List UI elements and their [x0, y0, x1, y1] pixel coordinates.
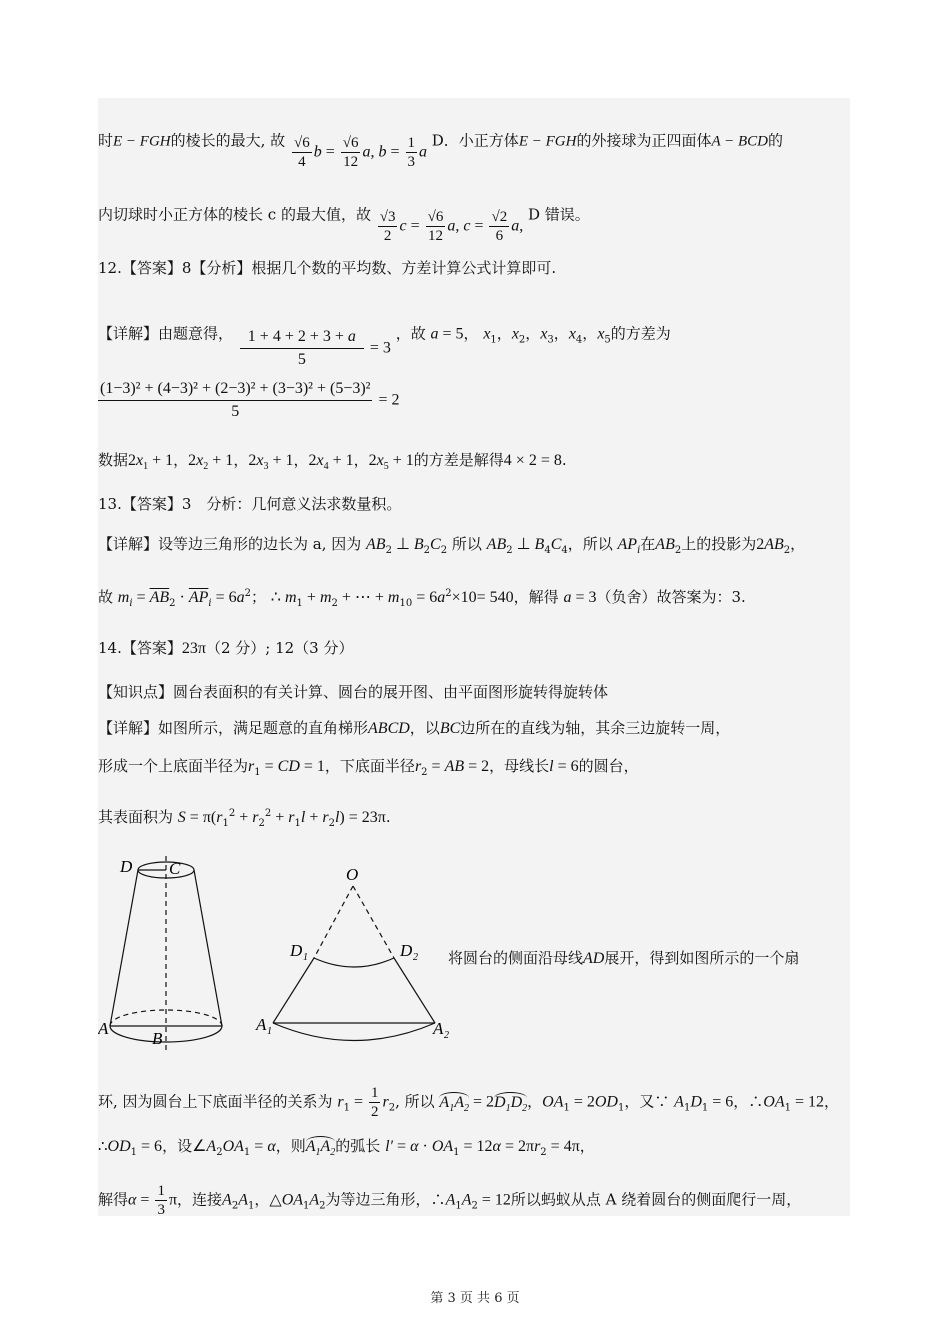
- text: ，∴: [733, 1092, 764, 1111]
- text: （负舍）故答案为：3.: [596, 588, 746, 606]
- text: ∴: [98, 1137, 108, 1155]
- text: 时: [98, 131, 114, 150]
- q12-answer: 12.【答案】8【分析】根据几个数的平均数、方差计算公式计算即可.: [98, 259, 557, 277]
- q12-detail: 【详解】由题意得， $\frac{1 + 4 + 2 + 3 + a}{5}$ = 3 ，故 a = 5， $x_1$，$x_2$，$x_3$，$x_4$，$x_5$的方差为: [98, 298, 671, 371]
- math-efgh: E − FGH: [113, 133, 171, 150]
- text: 14.【答案】: [98, 639, 182, 657]
- text: D．小正方体: [431, 131, 519, 150]
- text: 边所在的直线为轴，其余三边旋转一周，: [460, 719, 731, 737]
- text: 将圆台的侧面沿母线: [448, 949, 584, 967]
- text: 故: [98, 588, 114, 606]
- text: 展开，得到如图所示的一个扇: [604, 949, 800, 967]
- text: 的弧长: [335, 1137, 381, 1155]
- sub: 2: [413, 952, 418, 963]
- text: 所以蚂蚁从点 A 绕着圆台的侧面爬行一周，: [510, 1190, 802, 1209]
- solve-line: 解得α = $\frac{1}{3}$ π，连接$A_2A_1$，$\triangle OA_1A_2$为等边三角形，$\therefore A_1A_2 = 12$所以蚂蚁从点 A 绕着圆台的侧面爬行一周，: [98, 1183, 802, 1218]
- formula-c: $\frac{√3}{2}$ c = $\frac{√6}{12}$ a, c = $\frac{√2}{6}$ a,: [379, 209, 524, 244]
- text: 的方差是解得: [413, 451, 504, 469]
- label-a: A: [98, 1019, 109, 1038]
- text: ，又∵: [624, 1092, 670, 1111]
- text: 环, 因为圆台上下底面半径的关系为: [98, 1092, 333, 1111]
- text: 的方差为: [610, 324, 671, 343]
- text: , 所以: [395, 1092, 435, 1111]
- q14-answer: 14.【答案】23π（2 分）; 12（3 分）: [98, 639, 354, 657]
- text: ，则: [275, 1137, 306, 1155]
- variance-denominator: 5: [231, 403, 240, 420]
- figure-caption: 将圆台的侧面沿母线AD展开，得到如图所示的一个扇: [448, 949, 800, 967]
- q14-detail-1: 【详解】如图所示，满足题意的直角梯形ABCD，以BC边所在的直线为轴，其余三边旋转一周，: [98, 719, 731, 737]
- sub: 1: [303, 952, 308, 963]
- label-a1: A: [256, 1015, 267, 1034]
- text: 上的投影为: [681, 535, 757, 553]
- document-page-content: [98, 98, 850, 1216]
- text: 其表面积为: [98, 808, 174, 826]
- text: 的外接球为正四面体: [576, 131, 712, 150]
- text: ，所以: [567, 535, 613, 553]
- text: D 错误。: [528, 205, 590, 224]
- q14-detail-3: 其表面积为 $S = \pi(r_1^2 + r_2^2 + r_1l + r_2l) = 23\pi$.: [98, 808, 391, 829]
- label-c: C: [169, 859, 181, 878]
- text: ，母线长: [489, 757, 550, 775]
- q14-knowledge: 【知识点】圆台表面积的有关计算、圆台的展开图、由平面图形旋转得旋转体: [98, 683, 609, 701]
- q13-calc: 故 $m_i = \overline{AB}_2 \cdot \overline{AP}_i = 6a^2$； ∴ $m_1 + m_2$ + ⋯ + $m_{10} = 6a^2\times 10= 540$，解得 a = 3（负舍）故答案为：3.: [98, 588, 746, 609]
- page-footer: 第 3 页 共 6 页: [430, 1291, 520, 1306]
- text: 所以: [451, 535, 482, 553]
- q12-data-line: 数据$2x_1 + 1$，$2x_2 + 1$，$2x_3 + 1$，$2x_4 + 1$，$2x_5 + 1$的方差是解得4 × 2 = 8.: [98, 451, 567, 473]
- text-line-2: [98, 186, 590, 245]
- label-o: O: [346, 865, 359, 884]
- math-abcd: A − BCD: [711, 133, 768, 150]
- q13-answer: 13.【答案】3 分析：几何意义法求数量积。: [98, 495, 402, 513]
- ring-line: 环, 因为圆台上下底面半径的关系为 $r_1$ = $\frac{1}{2}$ $r_2$, 所以 $A_1A_2 = 2D_1D_2$，$OA_1 = 2OD_1$，又∵ $A_1D_1 = 6$，$\therefore OA_1 = 12$，: [98, 1085, 840, 1120]
- label-b: B: [152, 1029, 163, 1048]
- formula-variance: $\frac{\text{(1−3)² + (4−3)² + (2−3)² + (3−3)² + (5−3)²}}{5}$ = 2: [98, 378, 400, 423]
- formula-mean: $\frac{1 + 4 + 2 + 3 + a}{5}$ = 3: [238, 326, 391, 371]
- text: ，连接: [177, 1190, 223, 1209]
- text: ，故: [395, 324, 426, 343]
- text: 的圆台，: [578, 757, 639, 775]
- label-d1: D: [290, 941, 303, 960]
- text: 【详解】如图所示，满足题意的直角梯形: [98, 719, 369, 737]
- text: ，下底面半径: [324, 757, 415, 775]
- text-line-1: [98, 112, 783, 171]
- text: 内切球时小正方体的棱长 c 的最大值，故: [98, 205, 371, 224]
- text: 解得: [98, 1190, 129, 1209]
- text: 【详解】设等边三角形的边长为 a, 因为: [98, 535, 362, 553]
- text: 为等边三角形，∴: [325, 1190, 446, 1209]
- od-line: $\therefore OD_1 = 6$，设$\angle A_2OA_1 = \alpha$，则$A_1A_2$的弧长 $l' = \alpha \cdot OA_1 = 12\alpha = 2\pi r_2 = 4\pi$，: [98, 1137, 595, 1159]
- formula-b: $\frac{√6}{4}$ b = $\frac{√6}{12}$ a, b = $\frac{1}{3}$ a: [293, 135, 427, 170]
- text: ，解得: [513, 588, 559, 606]
- sub: 2: [444, 1030, 449, 1041]
- text: ，设: [162, 1137, 193, 1155]
- q13-detail: 【详解】设等边三角形的边长为 a, 因为 $AB_2$ ⊥ $B_2C_2$ 所以 $AB_2$ ⊥ $B_4C_4$，所以 $AP_i$在$AB_2$上的投影为$2AB_2$，: [98, 535, 806, 556]
- math-efgh: E − FGH: [518, 133, 577, 150]
- text: 在: [640, 535, 656, 553]
- text: ，以: [409, 719, 440, 737]
- label-d2: D: [400, 941, 413, 960]
- text: 数据: [98, 451, 129, 469]
- sector-diagram: [273, 886, 435, 1041]
- frustum-diagram: [110, 856, 222, 1050]
- q14-detail-2: 形成一个上底面半径为$r_1$ = CD = 1，下底面半径$r_2$ = AB = 2，母线长l = 6的圆台，: [98, 757, 639, 778]
- text: 【详解】由题意得，: [98, 324, 234, 343]
- text: 形成一个上底面半径为: [98, 757, 249, 775]
- sub: 1: [267, 1026, 272, 1037]
- text: 的棱长的最大, 故: [170, 131, 286, 150]
- text: 的: [767, 131, 783, 150]
- label-a2: A: [433, 1019, 444, 1038]
- variance-numerator: (1−3)² + (4−3)² + (2−3)² + (3−3)² + (5−3)²: [98, 378, 372, 401]
- text: ，: [254, 1190, 270, 1209]
- label-d: D: [120, 857, 133, 876]
- text: （2 分）; 12（3 分）: [205, 639, 354, 657]
